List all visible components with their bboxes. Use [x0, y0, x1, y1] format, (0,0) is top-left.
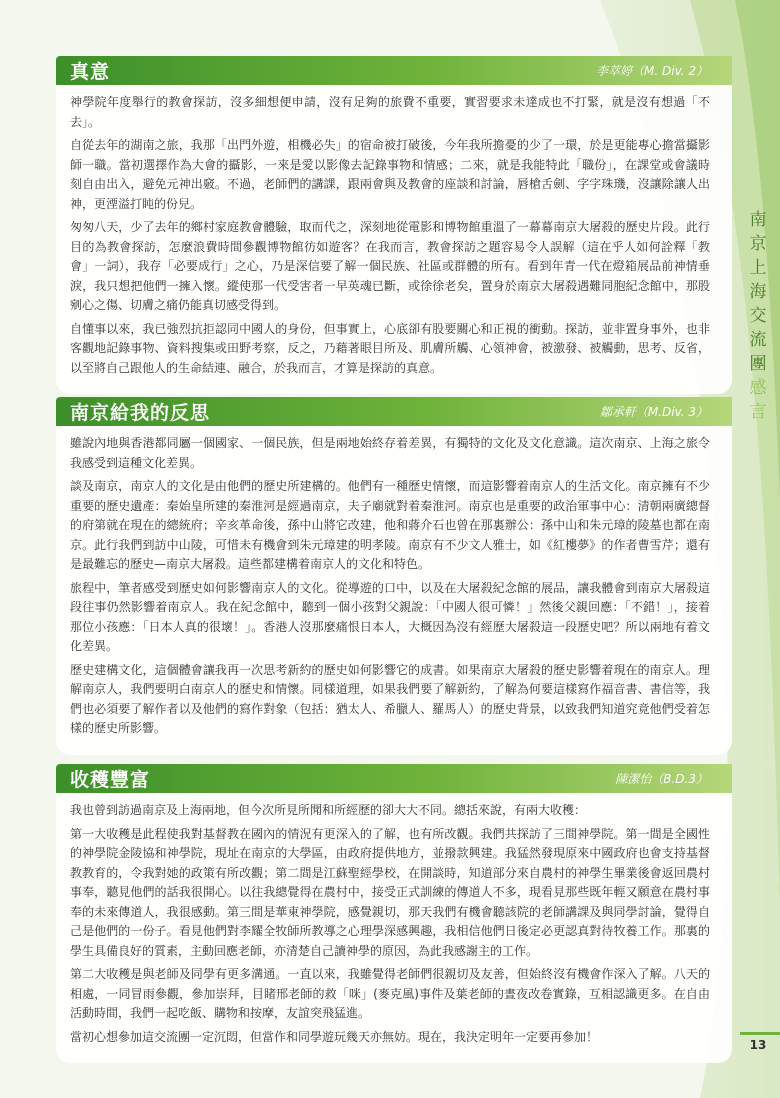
paragraph: 旅程中，筆者感受到歷史如何影響南京人的文化。從導遊的口中，以及在大屠殺紀念館的展品，讓我體會到南京大屠殺這段往事仍然影響着南京人。我在紀念館中，聽到一個小孩對父親說：「中國人很可憐！」然後父親回應：「不錯！」，接着那位小孩應：「日本人真的很壞！」。香港人沒那麼痛恨日本人，大概因為沒有經歷大屠殺這一段歷史吧？所以兩地有着文化差異。 [70, 580, 710, 653]
paragraph: 談及南京，南京人的文化是由他們的歷史所建構的。他們有一種歷史情懷，而這影響着南京人的生活文化。南京擁有不少重要的歷史遺產：秦始皇所建的秦淮河是經過南京，夫子廟就對着秦淮河。南京也是重要的政治軍事中心：清朝兩廣總督的府第就在現在的總統府；辛亥革命後，孫中山將它改建，他和蔣介石也曾在那裏辦公：孫中山和朱元璋的陵墓也都在南京。此行我們到訪中山陵，可惜未有機會到朱元璋建的明孝陵。南京有不少文人雅士，如《紅樓夢》的作者曹雪芹；還有是最難忘的歷史—南京大屠殺。這些都建構着南京人的文化和特色。 [70, 479, 710, 571]
section-author: 陳潔怡（B.D.3） [615, 772, 708, 786]
side-title-char: 南 [749, 210, 767, 230]
section-header [56, 397, 732, 426]
section-body [56, 426, 732, 755]
section-nanjing-reflection [56, 397, 732, 755]
paragraph: 第二大收穫是與老師及同學有更多溝通。一直以來，我雖覺得老師們很親切及友善，但始終沒有機會作深入了解。八天的相處，一同冒雨參觀，參加崇拜，目睹邢老師的救「咪」(麥克風)事件及葉老師的晝夜改卷實錄，互相認識更多。在自由活動時間，我們一起吃飯、購物和按摩，友誼突飛猛進。 [70, 967, 710, 1020]
section-body [56, 793, 732, 1063]
side-title-char: 海 [749, 282, 767, 302]
section-header [56, 56, 732, 85]
side-title-char: 上 [749, 258, 767, 278]
side-title-char-highlight: 言 [749, 402, 767, 422]
section-author: 李萃婷（M. Div. 2） [596, 64, 708, 78]
side-title-char: 流 [749, 330, 767, 350]
page-number-rule [740, 1032, 780, 1035]
paragraph: 第一大收穫是此程使我對基督教在國內的情況有更深入的了解，也有所改觀。我們共探訪了三間神學院。第一間是全國性的神學院金陵協和神學院，現址在南京的大學區，由政府提供地方，並撥款興建。我猛然發現原來中國政府也會支持基督教教育的，令我對她的政策有所改觀；第二間是江蘇聖經學校，在開談時，知道部分來自農村的神學生畢業後會返回農村事奉，聽見他們的話我很開心。以往我總覺得在農村中，接受正式訓練的傳道人不多，現看見那些既年輕又願意在農村事奉的未來傳道人，我很感動。第三間是華東神學院，感覺親切，那天我們有機會聽該院的老師講課及與同學討論，覺得自己是他們的一份子。看見他們對李耀全牧師所教導之心理學深感興趣，我相信他們日後定必更認真對待牧養工作。那裏的學生具備良好的質素，主動回應老師，亦清楚自己讀神學的原因，為此我感謝主的工作。 [70, 826, 710, 958]
side-title-char-highlight: 感 [749, 378, 767, 398]
section-title: 南京給我的反思 [70, 402, 211, 424]
paragraph: 自從去年的湖南之旅，我那「出門外遊，相機必失」的宿命被打破後，今年我所擔憂的少了一環，於是更能專心擔當攝影師一職。當初選擇作為大會的攝影，一來是愛以影像去記錄事物和情感；二來，就是我能特此「職份」，在課堂或會議時刻自由出入，避免元神出竅。不過，老師們的講課，跟兩會與及教會的座談和討論，唇槍舌劍、字字珠璣，沒讓除讓人出神，更湮溢打盹的份兒。 [70, 138, 710, 211]
paragraph: 歷史建構文化，這個體會讓我再一次思考新約的歷史如何影響它的成書。如果南京大屠殺的歷史影響着現在的南京人。理解南京人，我們要明白南京人的歷史和情懷。同樣道理，如果我們要了解新約，了解為何要這樣寫作福音書、書信等，我們也必須要了解作者以及他們的寫作對象（包括：猶太人、希臘人、羅馬人）的歷史背景，以致我們知道究竟他們受着怎樣的歷史所影響。 [70, 662, 710, 735]
section-header [56, 764, 732, 793]
paragraph: 當初心想參加這交流團一定沉悶，但當作和同學遊玩幾天亦無妨。現在，我決定明年一定要再參加！ [70, 1029, 599, 1044]
section-body [56, 85, 732, 394]
side-vertical-title [746, 208, 770, 424]
page-number: 13 [749, 1038, 767, 1052]
section-author: 鄒承軒（M.Div. 3） [599, 405, 708, 419]
paragraph: 自懂事以來，我已強烈抗拒認同中國人的身份，但事實上，心底卻有股要關心和正視的衝動。探訪，並非置身事外，也非客觀地記錄事物、資料搜集或田野考察，反之，乃藉著眼目所及、肌膚所觸、心領神會，被激發、被觸動，思考、反省，以至將自己跟他人的生命結連、融合，於我而言，才算是探訪的真意。 [70, 321, 710, 375]
section-title: 真意 [70, 61, 111, 83]
side-title-char: 京 [749, 234, 767, 254]
side-title-char: 團 [749, 354, 767, 374]
section-title: 收穫豐富 [70, 769, 151, 791]
side-title-char: 交 [749, 306, 767, 326]
paragraph: 我也曾到訪過南京及上海兩地，但今次所見所聞和所經歷的卻大大不同。總括來說，有兩大收穫： [70, 803, 587, 817]
paragraph: 神學院年度舉行的教會探訪，沒多細想便申請，沒有足夠的旅費不重要，實習要求未達成也不打緊，就是沒有想過「不去」。 [70, 95, 710, 129]
paragraph: 匆匆八天，少了去年的鄉村家庭教會體驗，取而代之，深刻地從電影和博物館重溫了一幕幕南京大屠殺的歷史片段。此行目的為教會探訪，怎麼浪費時間參觀博物館彷如遊客？在我而言，教會探訪之題容易令人誤解（這在乎人如何詮釋「教會」一詞），我存「必要成行」之心，乃是深信要了解一個民族、社區或群體的所有。看到年青一代在燈箱展品前神情垂淚，我只想把他們一擁入懷。縱使那一代受害者一早英魂已斷，或徐徐老矣，置身於南京大屠殺遇難同胞紀念館中，那股剜心之傷、切膚之痛仍能真切感受得到。 [70, 220, 710, 312]
section-harvest [56, 764, 732, 1063]
section-zhenyi [56, 56, 732, 394]
paragraph: 雖說內地與香港都同屬一個國家、一個民族，但是兩地始終存着差異，有獨特的文化及文化意識。這次南京、上海之旅令我感受到這種文化差異。 [70, 436, 710, 470]
